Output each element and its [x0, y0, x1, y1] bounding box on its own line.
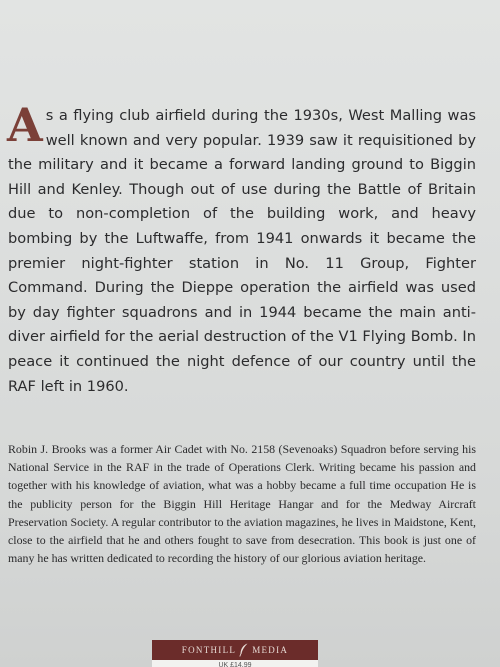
- drop-cap: A: [7, 98, 43, 152]
- publisher-name-left: FONTHILL: [181, 645, 237, 655]
- quill-feather-icon: [239, 643, 249, 657]
- author-bio: Robin J. Brooks was a former Air Cadet with No. 2158 (Sevenoaks) Squadron before serving his National Service in the RAF in the trade of Operations Clerk. Writing became his passion and together with his knowledge of aviation, what was a hobby became a full time occupation He is the publicity person for the Biggin Hill Heritage Hangar and for the Medway Aircraft Preservation Society. A regular contributor to the aviation magazines, he lives in Maidstone, Kent, close to the airfield that he and others fought to save from desecration. This book is just one of many he has written dedicated to recording the history of our glorious aviation heritage.: [8, 442, 476, 566]
- publisher-name-right: MEDIA: [252, 645, 289, 655]
- price-text: UK £14.99: [218, 662, 252, 667]
- cover-blurb: [7, 98, 476, 399]
- blurb-text: s a flying club airfield during the 1930s, West Malling was well known and very popular. 1939 saw it requisitioned by the military and it became a forward landing ground to Biggin Hill and Kenley. Though out of use during the Battle of Britain due to non-completion of the building work, and heavy bombing by the Luftwaffe, from 1941 onwards it became the premier night-fighter station in No. 11 Group, Fighter Command. During the Dieppe operation the airfield was used by day fighter squadrons and in 1944 became the main anti-diver airfield for the aerial destruction of the V1 Flying Bomb. In peace it continued the night defence of our country until the RAF left in 1960.: [8, 107, 476, 395]
- publisher-logo: [152, 640, 318, 660]
- price-label: [152, 660, 318, 667]
